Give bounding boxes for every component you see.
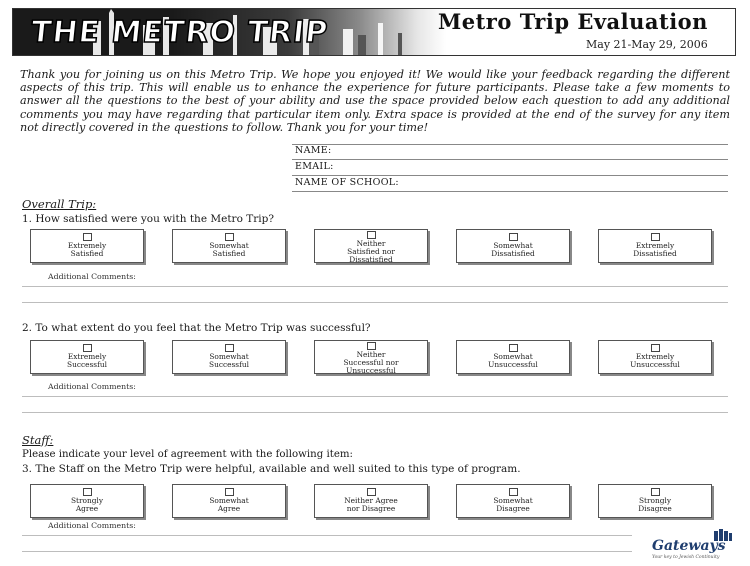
option-label: Dissatisfied <box>633 249 677 259</box>
checkbox[interactable] <box>225 344 234 352</box>
intro-paragraph: Thank you for joining us on this Metro Trip. We hope you enjoyed it! We would like your feedback regarding the different aspects of this trip. This will enable us to enhance the experience for future participants. Please take a few moments to answer all the questions to the best of your ability and use the space provided below each question to add any additional comments you may have regarding that particular item only. Extra space is provided at the end of the survey for any item not directly covered in the questions to follow. Thank you for your time! <box>20 68 730 134</box>
checkbox[interactable] <box>83 488 92 496</box>
checkbox[interactable] <box>651 488 660 496</box>
q1-option-4[interactable] <box>456 229 570 263</box>
name-label: NAME: <box>295 145 332 156</box>
staff-instruction: Please indicate your level of agreement with the following item: <box>22 449 353 460</box>
option-label: Satisfied nor <box>347 247 395 257</box>
q3-option-1[interactable] <box>30 484 144 518</box>
page-title: Metro Trip Evaluation <box>438 9 708 34</box>
option-label: Strongly <box>638 496 672 505</box>
option-label: Dissatisfied <box>491 249 535 259</box>
checkbox[interactable] <box>509 344 518 352</box>
q3-option-4[interactable] <box>456 484 570 518</box>
question-2: 2. To what extent do you feel that the Metro Trip was successful? <box>22 322 371 334</box>
q1-option-1[interactable] <box>30 229 144 263</box>
q1-comment-line[interactable] <box>22 286 728 287</box>
q2-option-1[interactable] <box>30 340 144 374</box>
checkbox[interactable] <box>651 233 660 241</box>
trip-dates: May 21-May 29, 2006 <box>586 38 708 51</box>
option-label: Successful <box>67 360 107 370</box>
option-label: Agree <box>217 504 241 514</box>
q2-option-5[interactable] <box>598 340 712 374</box>
checkbox[interactable] <box>83 344 92 352</box>
option-label: Extremely <box>67 241 107 250</box>
question-1: 1. How satisfied were you with the Metro Trip? <box>22 213 274 225</box>
option-label: Disagree <box>638 504 672 514</box>
option-label: Somewhat <box>493 496 533 505</box>
checkbox[interactable] <box>509 233 518 241</box>
option-label: Neither <box>356 239 386 248</box>
email-label: EMAIL: <box>295 161 334 172</box>
option-label: Extremely <box>635 241 675 250</box>
option-label: Unsuccessful <box>630 360 680 370</box>
option-label: Somewhat <box>493 352 533 361</box>
option-label: Agree <box>75 504 99 514</box>
q3-option-2[interactable] <box>172 484 286 518</box>
metro-trip-logo: THE METRO TRIP <box>29 15 330 50</box>
checkbox[interactable] <box>225 233 234 241</box>
checkbox[interactable] <box>225 488 234 496</box>
q1-option-2[interactable] <box>172 229 286 263</box>
section-overall-trip: Overall Trip: <box>22 197 97 211</box>
school-field[interactable] <box>292 177 728 192</box>
checkbox[interactable] <box>367 231 376 239</box>
q2-option-2[interactable] <box>172 340 286 374</box>
option-label: Unsuccessful <box>488 360 538 370</box>
option-label: Strongly <box>70 496 104 505</box>
option-label: Dissatisfied <box>349 255 393 265</box>
option-label: Extremely <box>635 352 675 361</box>
q3-option-5[interactable] <box>598 484 712 518</box>
option-label: Somewhat <box>209 496 249 505</box>
option-label: Extremely <box>67 352 107 361</box>
q2-option-3[interactable] <box>314 340 428 374</box>
option-label: Somewhat <box>493 241 533 250</box>
email-field[interactable] <box>292 161 728 176</box>
option-label: Disagree <box>496 504 530 514</box>
q2-comment-line[interactable] <box>22 396 728 397</box>
option-label: Somewhat <box>209 241 249 250</box>
q1-comment-line[interactable] <box>22 302 728 303</box>
q3-comments-label: Additional Comments: <box>48 521 136 530</box>
q2-option-4[interactable] <box>456 340 570 374</box>
checkbox[interactable] <box>367 342 376 350</box>
q2-comment-line[interactable] <box>22 412 728 413</box>
question-3: 3. The Staff on the Metro Trip were helpful, available and well suited to this type of program. <box>22 463 521 475</box>
checkbox[interactable] <box>509 488 518 496</box>
option-label: Somewhat <box>209 352 249 361</box>
gateways-logo: Gateways <box>652 538 726 554</box>
q3-comment-line[interactable] <box>22 551 632 552</box>
option-label: Satisfied <box>212 249 246 259</box>
checkbox[interactable] <box>83 233 92 241</box>
option-label: Neither <box>356 350 386 359</box>
q3-comment-line[interactable] <box>22 535 632 536</box>
checkbox[interactable] <box>651 344 660 352</box>
q1-option-5[interactable] <box>598 229 712 263</box>
gateways-tagline: Your key to Jewish Continuity <box>652 555 720 560</box>
q3-option-3[interactable] <box>314 484 428 518</box>
option-label: Neither Agree <box>344 496 398 505</box>
option-label: Successful nor <box>343 358 399 368</box>
school-label: NAME OF SCHOOL: <box>295 177 399 188</box>
name-field[interactable] <box>292 145 728 160</box>
section-staff: Staff: <box>22 433 54 447</box>
q2-comments-label: Additional Comments: <box>48 382 136 391</box>
q1-comments-label: Additional Comments: <box>48 272 136 281</box>
checkbox[interactable] <box>367 488 376 496</box>
option-label: Unsuccessful <box>346 366 396 376</box>
q1-option-3[interactable] <box>314 229 428 263</box>
option-label: nor Disagree <box>346 504 396 514</box>
option-label: Successful <box>209 360 249 370</box>
option-label: Satisfied <box>70 249 104 259</box>
